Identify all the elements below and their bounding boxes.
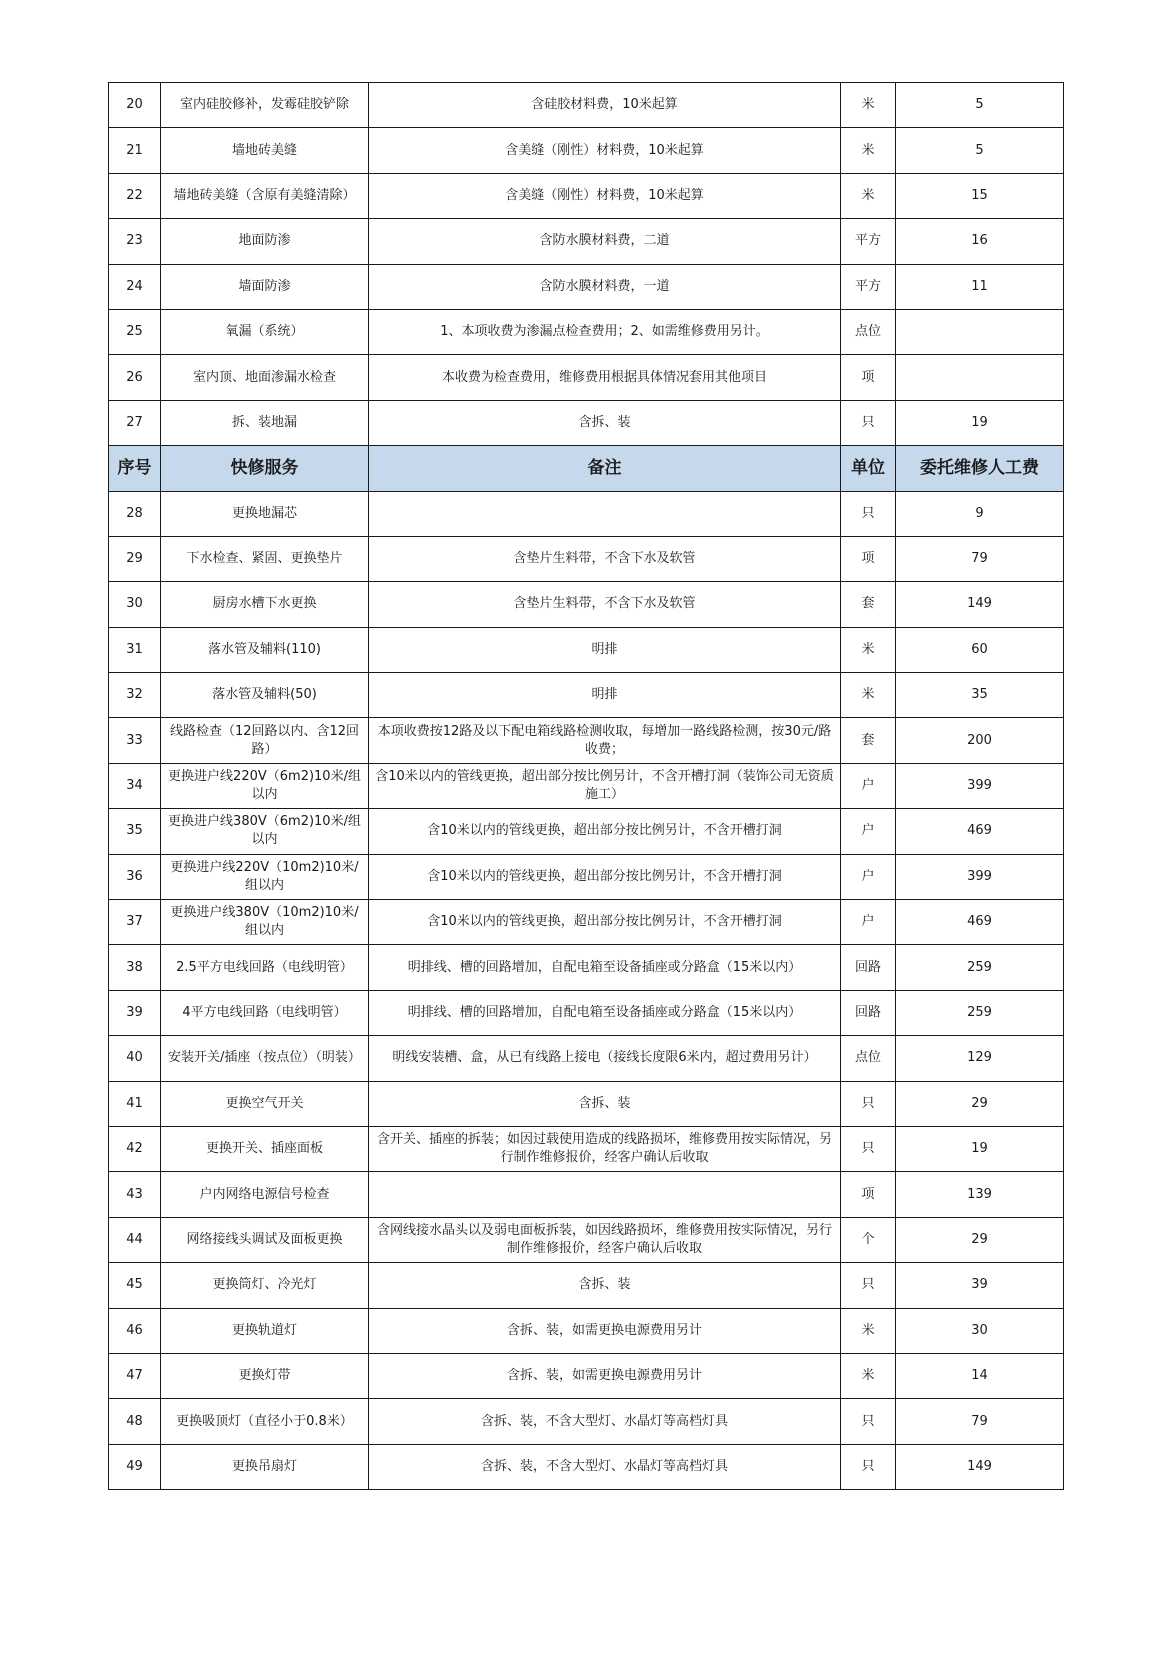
cell-fee: 259 xyxy=(896,990,1064,1035)
cell-no: 24 xyxy=(109,264,161,309)
cell-service: 更换开关、插座面板 xyxy=(161,1126,369,1171)
table-row xyxy=(109,945,1064,990)
cell-unit: 户 xyxy=(841,763,896,808)
cell-fee: 19 xyxy=(896,1126,1064,1171)
cell-no: 39 xyxy=(109,990,161,1035)
cell-note: 明排 xyxy=(369,627,841,672)
cell-no: 41 xyxy=(109,1081,161,1126)
cell-unit: 点位 xyxy=(841,309,896,354)
cell-note: 含垫片生料带，不含下水及软管 xyxy=(369,582,841,627)
cell-fee: 15 xyxy=(896,173,1064,218)
cell-unit: 米 xyxy=(841,673,896,718)
cell-no: 33 xyxy=(109,718,161,763)
cell-unit: 米 xyxy=(841,1353,896,1398)
table-row xyxy=(109,173,1064,218)
cell-unit: 只 xyxy=(841,1126,896,1171)
cell-service: 落水管及辅料(50) xyxy=(161,673,369,718)
cell-fee: 139 xyxy=(896,1172,1064,1217)
cell-service: 户内网络电源信号检查 xyxy=(161,1172,369,1217)
cell-note: 含美缝（刚性）材料费，10米起算 xyxy=(369,173,841,218)
cell-note: 明排线、槽的回路增加，自配电箱至设备插座或分路盒（15米以内） xyxy=(369,945,841,990)
cell-no: 28 xyxy=(109,491,161,536)
table-row xyxy=(109,400,1064,445)
cell-unit: 个 xyxy=(841,1217,896,1262)
cell-note xyxy=(369,1172,841,1217)
cell-service: 2.5平方电线回路（电线明管） xyxy=(161,945,369,990)
cell-note: 含拆、装 xyxy=(369,400,841,445)
table-row xyxy=(109,763,1064,808)
cell-note: 明排 xyxy=(369,673,841,718)
cell-no: 49 xyxy=(109,1444,161,1489)
cell-unit: 平方 xyxy=(841,219,896,264)
cell-note: 含拆、装 xyxy=(369,1081,841,1126)
cell-service: 更换空气开关 xyxy=(161,1081,369,1126)
header-fee: 委托维修人工费 xyxy=(896,446,1064,491)
cell-service: 更换吊扇灯 xyxy=(161,1444,369,1489)
cell-note: 含拆、装，不含大型灯、水晶灯等高档灯具 xyxy=(369,1444,841,1489)
cell-service: 氧漏（系统） xyxy=(161,309,369,354)
cell-note: 含拆、装，不含大型灯、水晶灯等高档灯具 xyxy=(369,1399,841,1444)
cell-fee: 469 xyxy=(896,900,1064,945)
cell-note: 本收费为检查费用，维修费用根据具体情况套用其他项目 xyxy=(369,355,841,400)
cell-note: 明排线、槽的回路增加，自配电箱至设备插座或分路盒（15米以内） xyxy=(369,990,841,1035)
header-no: 序号 xyxy=(109,446,161,491)
cell-fee: 9 xyxy=(896,491,1064,536)
table-row xyxy=(109,1036,1064,1081)
cell-service: 更换吸顶灯（直径小于0.8米） xyxy=(161,1399,369,1444)
table-row xyxy=(109,809,1064,854)
cell-note: 含网线接水晶头以及弱电面板拆装，如因线路损坏，维修费用按实际情况，另行制作维修报价，经客户确认后收取 xyxy=(369,1217,841,1262)
cell-service: 更换筒灯、冷光灯 xyxy=(161,1263,369,1308)
header-note: 备注 xyxy=(369,446,841,491)
table-row xyxy=(109,718,1064,763)
table-row xyxy=(109,627,1064,672)
table-row xyxy=(109,1399,1064,1444)
cell-fee: 129 xyxy=(896,1036,1064,1081)
cell-no: 21 xyxy=(109,128,161,173)
table-row xyxy=(109,491,1064,536)
table-row xyxy=(109,990,1064,1035)
cell-fee: 60 xyxy=(896,627,1064,672)
cell-no: 20 xyxy=(109,83,161,128)
cell-no: 46 xyxy=(109,1308,161,1353)
cell-fee: 79 xyxy=(896,536,1064,581)
cell-no: 29 xyxy=(109,536,161,581)
cell-service: 更换轨道灯 xyxy=(161,1308,369,1353)
cell-no: 36 xyxy=(109,854,161,899)
table-row xyxy=(109,1217,1064,1262)
cell-unit: 点位 xyxy=(841,1036,896,1081)
cell-no: 30 xyxy=(109,582,161,627)
cell-service: 落水管及辅料(110) xyxy=(161,627,369,672)
cell-service: 更换进户线220V（10m2)10米/组以内 xyxy=(161,854,369,899)
cell-fee: 16 xyxy=(896,219,1064,264)
cell-fee: 35 xyxy=(896,673,1064,718)
cell-fee: 399 xyxy=(896,763,1064,808)
cell-service: 室内硅胶修补，发霉硅胶铲除 xyxy=(161,83,369,128)
table-row xyxy=(109,536,1064,581)
cell-note: 含10米以内的管线更换，超出部分按比例另计，不含开槽打洞 xyxy=(369,809,841,854)
cell-unit: 户 xyxy=(841,854,896,899)
table-row xyxy=(109,1263,1064,1308)
cell-fee: 29 xyxy=(896,1081,1064,1126)
cell-unit: 户 xyxy=(841,809,896,854)
cell-fee: 200 xyxy=(896,718,1064,763)
table-row xyxy=(109,854,1064,899)
cell-unit: 套 xyxy=(841,582,896,627)
cell-service: 厨房水槽下水更换 xyxy=(161,582,369,627)
cell-unit: 米 xyxy=(841,627,896,672)
cell-note: 含防水膜材料费，二道 xyxy=(369,219,841,264)
cell-no: 48 xyxy=(109,1399,161,1444)
table-row xyxy=(109,83,1064,128)
cell-unit: 套 xyxy=(841,718,896,763)
cell-no: 40 xyxy=(109,1036,161,1081)
cell-note: 含美缝（刚性）材料费，10米起算 xyxy=(369,128,841,173)
cell-unit: 米 xyxy=(841,83,896,128)
cell-no: 22 xyxy=(109,173,161,218)
cell-fee: 5 xyxy=(896,83,1064,128)
cell-fee xyxy=(896,355,1064,400)
cell-unit: 项 xyxy=(841,355,896,400)
cell-unit: 项 xyxy=(841,536,896,581)
header-service: 快修服务 xyxy=(161,446,369,491)
price-table xyxy=(108,82,1064,1490)
cell-fee: 79 xyxy=(896,1399,1064,1444)
header-row xyxy=(109,446,1064,491)
cell-note: 1、本项收费为渗漏点检查费用；2、如需维修费用另计。 xyxy=(369,309,841,354)
cell-service: 更换进户线220V（6m2)10米/组以内 xyxy=(161,763,369,808)
cell-note: 明线安装槽、盒，从已有线路上接电（接线长度限6米内，超过费用另计） xyxy=(369,1036,841,1081)
cell-note: 含10米以内的管线更换，超出部分按比例另计，不含开槽打洞 xyxy=(369,854,841,899)
cell-note: 含拆、装，如需更换电源费用另计 xyxy=(369,1308,841,1353)
table-row xyxy=(109,1444,1064,1489)
cell-service: 墙地砖美缝（含原有美缝清除） xyxy=(161,173,369,218)
cell-no: 26 xyxy=(109,355,161,400)
cell-no: 42 xyxy=(109,1126,161,1171)
cell-service: 地面防渗 xyxy=(161,219,369,264)
cell-unit: 户 xyxy=(841,900,896,945)
cell-fee: 149 xyxy=(896,582,1064,627)
cell-service: 网络接线头调试及面板更换 xyxy=(161,1217,369,1262)
cell-note: 含10米以内的管线更换，超出部分按比例另计，不含开槽打洞 xyxy=(369,900,841,945)
cell-note: 含拆、装，如需更换电源费用另计 xyxy=(369,1353,841,1398)
cell-note: 含垫片生料带，不含下水及软管 xyxy=(369,536,841,581)
cell-unit: 只 xyxy=(841,1081,896,1126)
cell-service: 更换灯带 xyxy=(161,1353,369,1398)
cell-service: 墙面防渗 xyxy=(161,264,369,309)
table-row xyxy=(109,673,1064,718)
table-header xyxy=(109,446,1064,491)
cell-unit: 只 xyxy=(841,1399,896,1444)
cell-unit: 回路 xyxy=(841,945,896,990)
cell-fee: 469 xyxy=(896,809,1064,854)
cell-service: 线路检查（12回路以内、含12回路） xyxy=(161,718,369,763)
cell-note: 含10米以内的管线更换，超出部分按比例另计，不含开槽打洞（装饰公司无资质施工） xyxy=(369,763,841,808)
cell-fee: 399 xyxy=(896,854,1064,899)
cell-no: 43 xyxy=(109,1172,161,1217)
cell-unit: 只 xyxy=(841,1444,896,1489)
table-row xyxy=(109,1172,1064,1217)
cell-no: 31 xyxy=(109,627,161,672)
cell-unit: 米 xyxy=(841,128,896,173)
cell-unit: 平方 xyxy=(841,264,896,309)
cell-service: 更换进户线380V（6m2)10米/组以内 xyxy=(161,809,369,854)
table-row xyxy=(109,1308,1064,1353)
cell-unit: 只 xyxy=(841,491,896,536)
cell-service: 4平方电线回路（电线明管） xyxy=(161,990,369,1035)
header-unit: 单位 xyxy=(841,446,896,491)
cell-no: 44 xyxy=(109,1217,161,1262)
cell-unit: 只 xyxy=(841,400,896,445)
cell-no: 23 xyxy=(109,219,161,264)
cell-service: 室内顶、地面渗漏水检查 xyxy=(161,355,369,400)
cell-service: 墙地砖美缝 xyxy=(161,128,369,173)
cell-fee: 14 xyxy=(896,1353,1064,1398)
table-row xyxy=(109,309,1064,354)
cell-note: 本项收费按12路及以下配电箱线路检测收取，每增加一路线路检测，按30元/路收费； xyxy=(369,718,841,763)
cell-fee: 5 xyxy=(896,128,1064,173)
cell-unit: 项 xyxy=(841,1172,896,1217)
cell-service: 下水检查、紧固、更换垫片 xyxy=(161,536,369,581)
cell-no: 38 xyxy=(109,945,161,990)
cell-no: 32 xyxy=(109,673,161,718)
table-row xyxy=(109,355,1064,400)
cell-unit: 回路 xyxy=(841,990,896,1035)
table-body-top xyxy=(109,83,1064,446)
cell-no: 37 xyxy=(109,900,161,945)
cell-unit: 米 xyxy=(841,173,896,218)
cell-fee: 29 xyxy=(896,1217,1064,1262)
cell-service: 更换进户线380V（10m2)10米/组以内 xyxy=(161,900,369,945)
table-row xyxy=(109,264,1064,309)
cell-unit: 只 xyxy=(841,1263,896,1308)
cell-fee: 11 xyxy=(896,264,1064,309)
cell-note: 含防水膜材料费，一道 xyxy=(369,264,841,309)
cell-no: 25 xyxy=(109,309,161,354)
cell-service: 拆、装地漏 xyxy=(161,400,369,445)
table-row xyxy=(109,900,1064,945)
cell-no: 47 xyxy=(109,1353,161,1398)
cell-no: 45 xyxy=(109,1263,161,1308)
cell-fee: 149 xyxy=(896,1444,1064,1489)
cell-fee: 19 xyxy=(896,400,1064,445)
cell-fee: 39 xyxy=(896,1263,1064,1308)
cell-unit: 米 xyxy=(841,1308,896,1353)
cell-note: 含开关、插座的拆装；如因过载使用造成的线路损坏，维修费用按实际情况，另行制作维修报价，经客户确认后收取 xyxy=(369,1126,841,1171)
cell-note: 含硅胶材料费，10米起算 xyxy=(369,83,841,128)
table-body-bottom xyxy=(109,491,1064,1490)
cell-note: 含拆、装 xyxy=(369,1263,841,1308)
cell-no: 27 xyxy=(109,400,161,445)
cell-fee: 259 xyxy=(896,945,1064,990)
table-row xyxy=(109,1126,1064,1171)
cell-service: 更换地漏芯 xyxy=(161,491,369,536)
cell-no: 35 xyxy=(109,809,161,854)
cell-fee: 30 xyxy=(896,1308,1064,1353)
cell-note xyxy=(369,491,841,536)
table-row xyxy=(109,1081,1064,1126)
table-row xyxy=(109,128,1064,173)
table-row xyxy=(109,219,1064,264)
cell-no: 34 xyxy=(109,763,161,808)
cell-fee xyxy=(896,309,1064,354)
table-row xyxy=(109,582,1064,627)
table-row xyxy=(109,1353,1064,1398)
cell-service: 安装开关/插座（按点位）（明装） xyxy=(161,1036,369,1081)
